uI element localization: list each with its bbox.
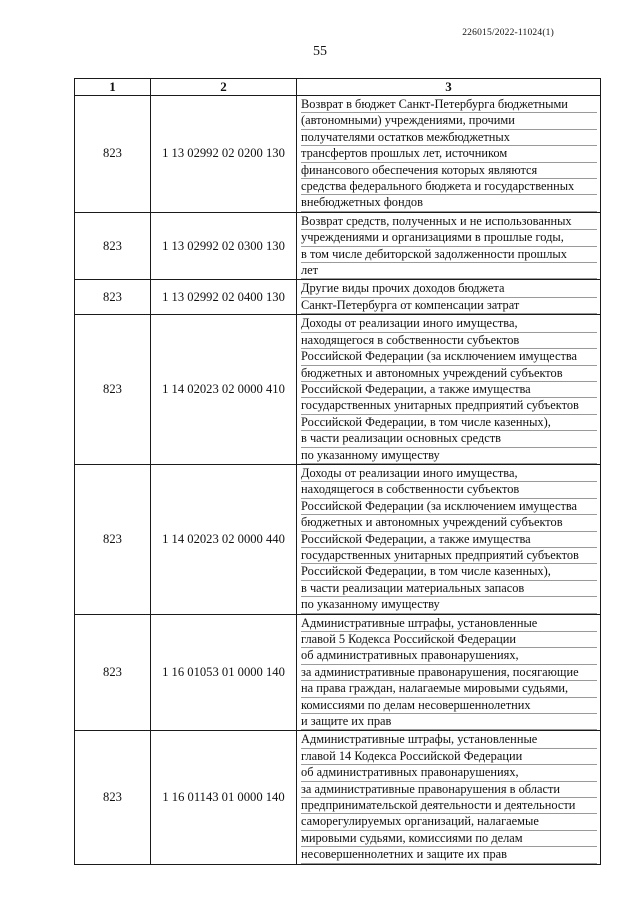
description-line: находящегося в собственности субъектов [301,482,597,498]
table-row [75,731,601,864]
description-line: Российской Федерации, а также имущества [301,532,597,548]
description-line: главой 5 Кодекса Российской Федерации [301,632,597,648]
description-line: за административные правонарушения, посягающие [301,665,597,681]
budget-code-cell: 1 13 02992 02 0300 130 [151,212,297,280]
description-cell [297,212,601,280]
description-line: бюджетных и автономных учреждений субъектов [301,515,597,531]
description-line: финансового обеспечения которых являются [301,163,597,179]
description-line: несовершеннолетних и защите их прав [301,847,597,863]
description-line: по указанному имуществу [301,597,597,613]
budget-code-cell: 1 14 02023 02 0000 440 [151,464,297,614]
description-cell [297,731,601,864]
description-line: Российской Федерации, а также имущества [301,382,597,398]
column-header-1: 1 [75,79,151,96]
admin-code-cell: 823 [75,315,151,465]
admin-code-cell: 823 [75,464,151,614]
description-line: государственных унитарных предприятий субъектов [301,398,597,414]
table-row [75,212,601,280]
description-line: главой 14 Кодекса Российской Федерации [301,749,597,765]
description-line: трансфертов прошлых лет, источником [301,146,597,162]
description-line: Российской Федерации (за исключением имущества [301,499,597,515]
description-line: Доходы от реализации иного имущества, [301,316,597,332]
description-line: Другие виды прочих доходов бюджета [301,281,597,297]
table-body [75,96,601,865]
description-cell [297,614,601,731]
description-line: получателями остатков межбюджетных [301,130,597,146]
description-line: Возврат средств, полученных и не использованных [301,214,597,230]
admin-code-cell: 823 [75,96,151,213]
table-row [75,280,601,315]
description-line: и защите их прав [301,714,597,730]
budget-code-cell: 1 14 02023 02 0000 410 [151,315,297,465]
description-line: об административных правонарушениях, [301,648,597,664]
column-header-3: 3 [297,79,601,96]
revenue-codes-table [74,78,601,865]
description-line: Санкт-Петербурга от компенсации затрат [301,298,597,314]
description-line: за административные правонарушения в области [301,782,597,798]
description-line: Российской Федерации (за исключением имущества [301,349,597,365]
description-line: внебюджетных фондов [301,195,597,211]
admin-code-cell: 823 [75,614,151,731]
description-line: средства федерального бюджета и государственных [301,179,597,195]
description-cell [297,315,601,465]
description-line: предпринимательской деятельности и деятельности [301,798,597,814]
description-line: (автономными) учреждениями, прочими [301,113,597,129]
description-line: Административные штрафы, установленные [301,732,597,748]
description-line: Доходы от реализации иного имущества, [301,466,597,482]
admin-code-cell: 823 [75,212,151,280]
description-line: находящегося в собственности субъектов [301,333,597,349]
budget-code-cell: 1 16 01053 01 0000 140 [151,614,297,731]
description-line: Российской Федерации, в том числе казенных), [301,564,597,580]
description-line: по указанному имуществу [301,448,597,464]
admin-code-cell: 823 [75,280,151,315]
description-line: на права граждан, налагаемые мировыми судьями, [301,681,597,697]
description-line: в части реализации материальных запасов [301,581,597,597]
budget-code-cell: 1 16 01143 01 0000 140 [151,731,297,864]
description-line: мировыми судьями, комиссиями по делам [301,831,597,847]
table-row [75,614,601,731]
description-line: в том числе дебиторской задолженности прошлых [301,247,597,263]
description-line: Возврат в бюджет Санкт-Петербурга бюджетными [301,97,597,113]
table-row [75,315,601,465]
table-row [75,96,601,213]
description-line: лет [301,263,597,279]
column-header-2: 2 [151,79,297,96]
description-cell [297,96,601,213]
description-line: в части реализации основных средств [301,431,597,447]
budget-code-cell: 1 13 02992 02 0200 130 [151,96,297,213]
description-line: государственных унитарных предприятий субъектов [301,548,597,564]
description-line: Административные штрафы, установленные [301,616,597,632]
document-id: 226015/2022-11024(1) [462,28,554,38]
page-number: 55 [313,44,327,59]
budget-code-cell: 1 13 02992 02 0400 130 [151,280,297,315]
description-cell [297,464,601,614]
table-row [75,464,601,614]
description-line: об административных правонарушениях, [301,765,597,781]
table-header-row [75,79,601,96]
description-line: саморегулируемых организаций, налагаемые [301,814,597,830]
description-line: учреждениями и организациями в прошлые годы, [301,230,597,246]
description-line: комиссиями по делам несовершеннолетних [301,698,597,714]
description-cell [297,280,601,315]
description-line: бюджетных и автономных учреждений субъектов [301,366,597,382]
admin-code-cell: 823 [75,731,151,864]
description-line: Российской Федерации, в том числе казенных), [301,415,597,431]
